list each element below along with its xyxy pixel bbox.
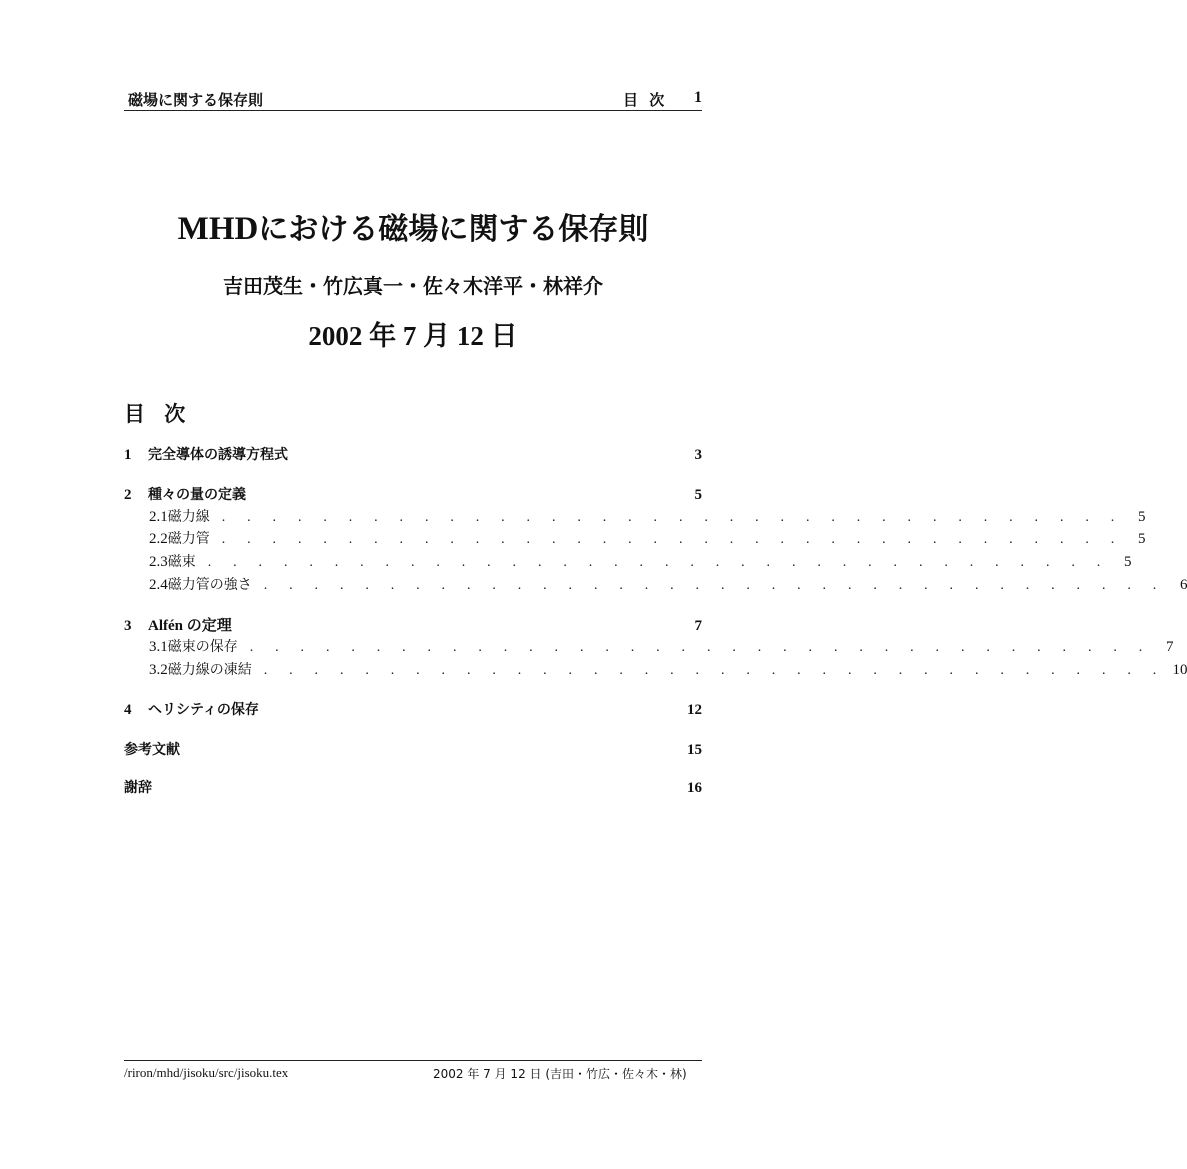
toc-entry-page: 16 bbox=[687, 780, 702, 796]
toc-subentry[interactable] bbox=[149, 659, 1187, 679]
toc-entry-label: 完全導体の誘導方程式 bbox=[148, 447, 288, 463]
document-date: 2002 年 7 月 12 日 bbox=[308, 321, 518, 351]
toc-entry-number: 2.3 bbox=[149, 554, 168, 570]
toc-entry-label: 磁力管の強さ bbox=[167, 577, 252, 593]
toc-entry-page: 5 bbox=[694, 487, 702, 503]
toc-heading: 目 次 bbox=[124, 402, 192, 426]
toc-entry-page: 10 bbox=[1172, 662, 1187, 678]
toc-entry[interactable] bbox=[124, 614, 702, 634]
toc-entry-label: 磁力管 bbox=[167, 531, 210, 547]
toc-entry-label: 磁束の保存 bbox=[167, 639, 238, 655]
title-latin: MHD bbox=[177, 211, 259, 247]
toc-subentry[interactable] bbox=[149, 528, 1146, 548]
toc-entry-number: 3.2 bbox=[149, 662, 168, 678]
toc-entry-acknowledgements[interactable] bbox=[124, 777, 702, 797]
toc-entry-label: 磁束 bbox=[167, 554, 196, 570]
toc-entry[interactable] bbox=[124, 484, 702, 504]
toc-subentry[interactable] bbox=[149, 636, 1174, 656]
toc-subentry[interactable] bbox=[149, 574, 1187, 594]
toc-entry-label: 磁力線 bbox=[167, 509, 210, 525]
footer-date-authors-text: 2002 年 7 月 12 日 (吉田・竹広・佐々木・林) bbox=[433, 1067, 687, 1081]
footer-date-authors bbox=[433, 1065, 687, 1082]
toc-entry-number: 1 bbox=[124, 447, 132, 463]
toc-entry-number: 2.2 bbox=[149, 531, 168, 547]
toc-entry-references[interactable] bbox=[124, 739, 702, 759]
document-title bbox=[0, 204, 826, 248]
toc-entry-page: 15 bbox=[687, 742, 702, 758]
leader-dots: . . . . . . . . . . . . . . . . . . . . . . . . . . . . . . . . . . . . bbox=[249, 640, 1152, 655]
toc-entry-page: 5 bbox=[1137, 531, 1146, 547]
toc-entry-page: 12 bbox=[687, 702, 702, 718]
toc-subentry[interactable] bbox=[149, 551, 1132, 571]
toc-entry-label: 種々の量の定義 bbox=[148, 487, 246, 503]
leader-dots: . . . . . . . . . . . . . . . . . . . . . . . . . . . . . . . . . . . . bbox=[263, 578, 1166, 593]
toc-entry-number: 2.4 bbox=[149, 577, 168, 593]
leader-dots: . . . . . . . . . . . . . . . . . . . . . . . . . . . . . . . . . . . . bbox=[221, 510, 1124, 525]
toc-entry-number: 3.1 bbox=[149, 639, 168, 655]
toc-entry-page: 5 bbox=[1137, 509, 1146, 525]
title-japanese: における磁場に関する保存則 bbox=[258, 212, 649, 247]
toc-entry-page: 5 bbox=[1123, 554, 1132, 570]
toc-entry-number: 2 bbox=[124, 487, 132, 503]
toc-entry-page: 3 bbox=[694, 447, 702, 463]
running-title: 磁場に関する保存則 bbox=[128, 91, 264, 109]
leader-dots: . . . . . . . . . . . . . . . . . . . . . . . . . . . . . . . . . . . . bbox=[263, 663, 1166, 678]
toc-entry[interactable] bbox=[124, 699, 702, 719]
footer-rule bbox=[124, 1060, 702, 1061]
header-rule bbox=[124, 110, 702, 111]
toc-entry-page: 7 bbox=[1165, 639, 1174, 655]
toc-entry-number: 2.1 bbox=[149, 509, 168, 525]
toc-entry-number: 4 bbox=[124, 702, 132, 718]
running-section: 目 次 bbox=[623, 91, 668, 109]
toc-entry-label: Alfén の定理 bbox=[148, 618, 232, 634]
toc-entry-label: 磁力線の凍結 bbox=[167, 662, 252, 678]
page-number: 1 bbox=[694, 89, 702, 106]
toc-subentry[interactable] bbox=[149, 506, 1146, 526]
footer-source-path: /riron/mhd/jisoku/src/jisoku.tex bbox=[124, 1065, 289, 1080]
authors: 吉田茂生・竹広真一・佐々木洋平・林祥介 bbox=[223, 274, 603, 298]
toc-entry-number: 3 bbox=[124, 618, 132, 634]
toc-entry-label: 謝辞 bbox=[124, 780, 152, 796]
toc-entry-page: 6 bbox=[1179, 577, 1187, 593]
leader-dots: . . . . . . . . . . . . . . . . . . . . . . . . . . . . . . . . . . . . bbox=[207, 555, 1110, 570]
toc-entry-label: ヘリシティの保存 bbox=[148, 702, 259, 718]
toc-entry-label: 参考文献 bbox=[124, 742, 180, 758]
toc-entry[interactable] bbox=[124, 444, 702, 464]
leader-dots: . . . . . . . . . . . . . . . . . . . . . . . . . . . . . . . . . . . . bbox=[221, 532, 1124, 547]
toc-entry-page: 7 bbox=[694, 618, 702, 634]
